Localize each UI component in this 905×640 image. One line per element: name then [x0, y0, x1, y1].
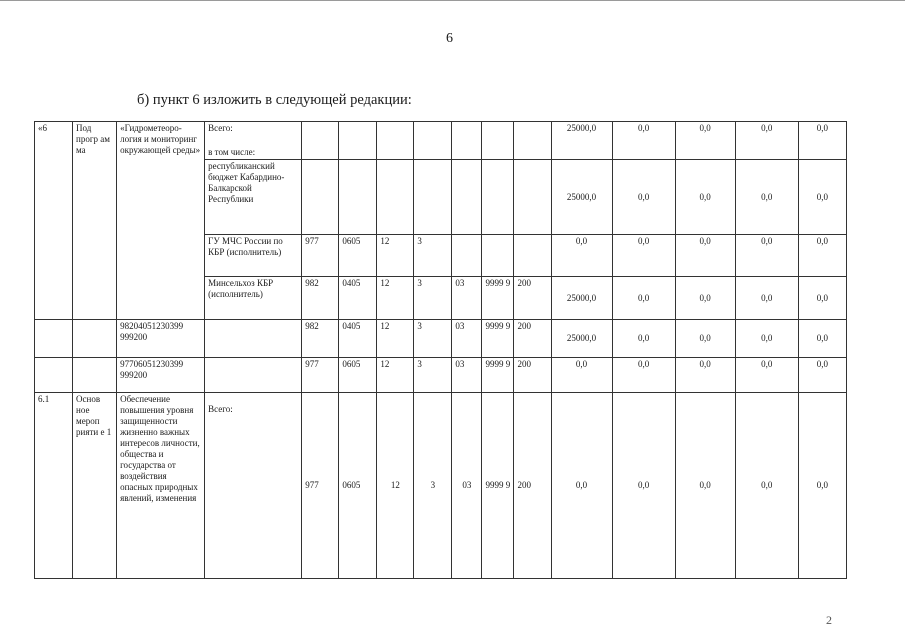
value-cell: 25000,0 [551, 277, 612, 320]
value-cell: 0,0 [612, 122, 675, 160]
value-cell: 0,0 [798, 320, 846, 358]
bottom-mark: 2 [826, 613, 832, 627]
total-label-cell [205, 122, 302, 160]
code-cell: 200 [514, 358, 551, 393]
code-cell: 0605 [339, 358, 377, 393]
value-cell: 0,0 [735, 277, 798, 320]
total-label: Всего: [208, 404, 233, 414]
value-cell: 0,0 [612, 235, 675, 277]
value-cell: 0,0 [735, 160, 798, 235]
value-cell: 0,0 [798, 393, 846, 579]
code-cell [339, 160, 377, 235]
code-cell: 3 [414, 358, 452, 393]
empty-cell [205, 358, 302, 393]
value-cell: 0,0 [675, 393, 735, 579]
top-border-line [0, 0, 905, 1]
code-cell: 982 [302, 320, 339, 358]
code-cell: 12 [377, 277, 414, 320]
funding-source: ГУ МЧС России по КБР (исполнитель) [205, 235, 302, 277]
code-cell: 200 [514, 393, 551, 579]
code-cell: 982 [302, 277, 339, 320]
code-cell: 12 [377, 235, 414, 277]
code-cell: 977 [302, 235, 339, 277]
code-cell [482, 122, 514, 160]
value-cell: 0,0 [798, 277, 846, 320]
code-cell [452, 160, 482, 235]
code-cell: 0605 [339, 393, 377, 579]
code-cell: 200 [514, 277, 551, 320]
measure-name: Обеспечение повышения уровня защищенности жизненно важных интересов личности, общества и государства от воздействия опасных природных явлений, изменения [117, 393, 205, 579]
value-cell: 0,0 [551, 235, 612, 277]
value-cell: 0,0 [612, 320, 675, 358]
code-cell: 3 [414, 393, 452, 579]
code-cell: 977 [302, 393, 339, 579]
code-cell: 3 [414, 277, 452, 320]
code-cell: 03 [452, 277, 482, 320]
code-cell [452, 235, 482, 277]
value-cell: 0,0 [612, 160, 675, 235]
value-cell: 25000,0 [551, 160, 612, 235]
value-cell: 0,0 [675, 277, 735, 320]
empty-cell [35, 320, 73, 358]
value-cell: 0,0 [735, 122, 798, 160]
code-cell [302, 122, 339, 160]
code-cell: 0405 [339, 320, 377, 358]
value-cell: 0,0 [675, 160, 735, 235]
including-label: в том числе: [208, 147, 256, 157]
code-cell: 12 [377, 358, 414, 393]
total-label: Всего: [208, 123, 233, 133]
total-label-cell [205, 393, 302, 579]
code-cell [377, 122, 414, 160]
code-cell [514, 235, 551, 277]
code-cell [339, 122, 377, 160]
budget-code: 97706051230399 999200 [117, 358, 205, 393]
code-cell [302, 160, 339, 235]
value-cell: 0,0 [551, 358, 612, 393]
budget-table [34, 121, 847, 579]
value-cell: 0,0 [612, 358, 675, 393]
instruction-text: б) пункт 6 изложить в следующей редакции: [137, 92, 412, 108]
program-type: Под прогр ам ма [73, 122, 117, 320]
value-cell: 0,0 [675, 320, 735, 358]
code-cell: 0605 [339, 235, 377, 277]
budget-code: 98204051230399 999200 [117, 320, 205, 358]
code-cell [414, 122, 452, 160]
code-cell [514, 122, 551, 160]
value-cell: 0,0 [735, 235, 798, 277]
code-cell: 3 [414, 235, 452, 277]
code-cell [414, 160, 452, 235]
code-cell [377, 160, 414, 235]
value-cell: 0,0 [612, 277, 675, 320]
code-cell: 9999 9 [482, 277, 514, 320]
code-cell: 3 [414, 320, 452, 358]
value-cell: 0,0 [675, 358, 735, 393]
value-cell: 0,0 [735, 393, 798, 579]
code-cell [514, 160, 551, 235]
measure-number: 6.1 [35, 393, 73, 579]
value-cell: 0,0 [735, 358, 798, 393]
code-cell: 9999 9 [482, 320, 514, 358]
value-cell: 25000,0 [551, 320, 612, 358]
value-cell: 0,0 [675, 235, 735, 277]
code-cell: 03 [452, 393, 482, 579]
code-cell [452, 122, 482, 160]
funding-source: Минсельхоз КБР (исполнитель) [205, 277, 302, 320]
value-cell: 0,0 [798, 235, 846, 277]
program-number: «6 [35, 122, 73, 320]
value-cell: 0,0 [798, 160, 846, 235]
code-cell [482, 160, 514, 235]
value-cell: 0,0 [612, 393, 675, 579]
value-cell: 0,0 [735, 320, 798, 358]
code-cell [482, 235, 514, 277]
code-cell: 12 [377, 320, 414, 358]
value-cell: 0,0 [675, 122, 735, 160]
code-cell: 03 [452, 358, 482, 393]
table-row [35, 122, 847, 160]
empty-cell [73, 358, 117, 393]
code-cell: 0405 [339, 277, 377, 320]
code-cell: 200 [514, 320, 551, 358]
value-cell: 25000,0 [551, 122, 612, 160]
table-row [35, 358, 847, 393]
code-cell: 9999 9 [482, 358, 514, 393]
page-number: 6 [446, 31, 453, 46]
code-cell: 9999 9 [482, 393, 514, 579]
value-cell: 0,0 [551, 393, 612, 579]
funding-source: республиканский бюджет Кабардино-Балкарской Республики [205, 160, 302, 235]
empty-cell [73, 320, 117, 358]
code-cell: 12 [377, 393, 414, 579]
table-row [35, 320, 847, 358]
measure-type: Основ ное мероп рияти е 1 [73, 393, 117, 579]
empty-cell [205, 320, 302, 358]
code-cell: 977 [302, 358, 339, 393]
table-row [35, 393, 847, 579]
value-cell: 0,0 [798, 358, 846, 393]
empty-cell [35, 358, 73, 393]
code-cell: 03 [452, 320, 482, 358]
program-name: «Гидрометеоро-логия и мониторинг окружающей среды» [117, 122, 205, 320]
value-cell: 0,0 [798, 122, 846, 160]
